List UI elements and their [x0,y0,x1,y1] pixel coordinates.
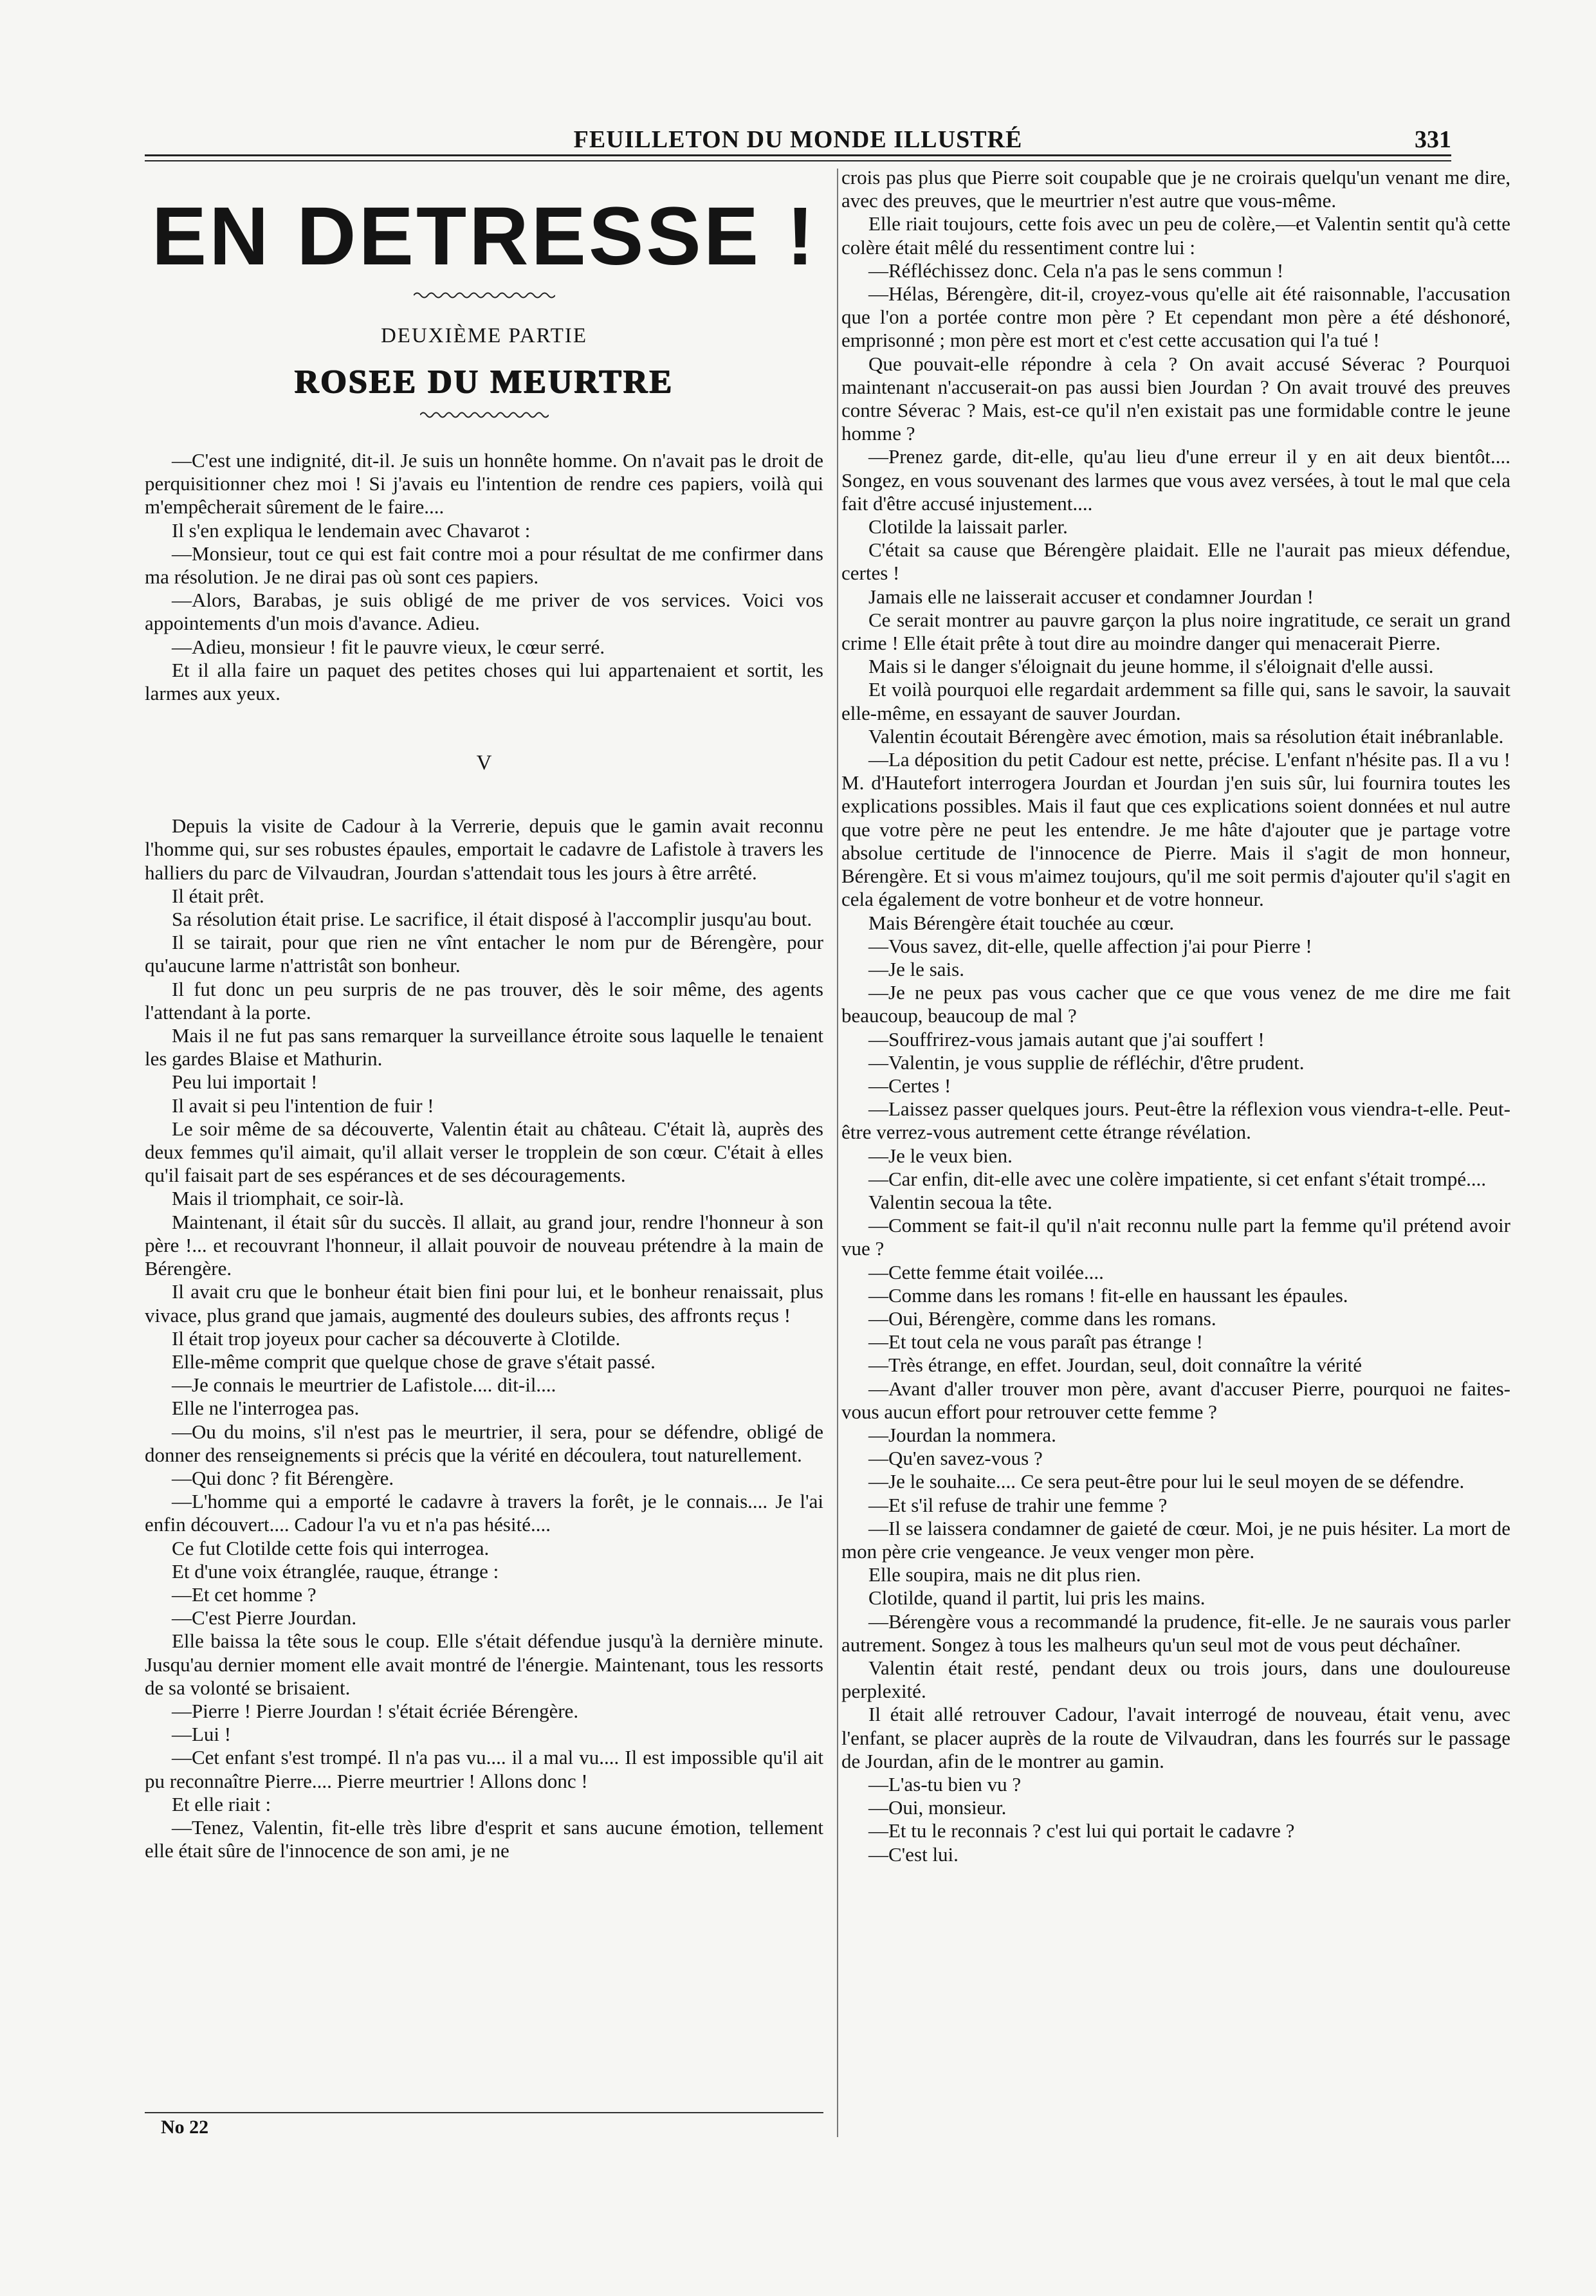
paragraph: —Hélas, Bérengère, dit-il, croyez-vous qu'elle ait été raisonnable, l'accusation que l'on a portée contre mon père ? Et cependant mon père a été déshonoré, emprisonné ; mon père est mort et c'est cette accusation qui l'a tué ! [841,282,1510,352]
paragraph: Valentin était resté, pendant deux ou trois jours, dans une douloureuse perplexité. [841,1657,1510,1703]
paragraph: —Monsieur, tout ce qui est fait contre moi a pour résultat de me confirmer dans ma résolution. Je ne dirai pas où sont ces papiers. [145,542,823,589]
paragraph: —Lui ! [172,1723,232,1746]
paragraph: —Souffrirez-vous jamais autant que j'ai souffert ! [868,1027,1265,1051]
header-title: FEUILLETON DU MONDE ILLUSTRÉ [573,126,1023,153]
article-title: EN DETRESSE ! [151,190,817,282]
paragraph: —C'est Pierre Jourdan. [172,1606,357,1630]
part-title: ROSEE DU MEURTRE [294,363,674,400]
paragraph: Maintenant, il était sûr du succès. Il allait, au grand jour, rendre l'honneur à son père !... et recouvrant l'honneur, il allait pouvoir de nouveau prétendre à la main de Bérengère. [145,1210,823,1280]
paragraph: Et d'une voix étranglée, rauque, étrange : [172,1559,499,1583]
paragraph: Elle soupira, mais ne dit plus rien. [868,1563,1141,1586]
paragraph: —Je le veux bien. [868,1144,1013,1167]
paragraph: Et elle riait : [172,1792,271,1815]
wavy-ornament-2 [420,410,549,419]
page-number: 331 [1415,126,1451,153]
paragraph: —Laissez passer quelques jours. Peut-être la réflexion vous viendra-t-elle. Peut-être verrez-vous autrement cette étrange révélation. [841,1097,1510,1144]
part-heading: DEUXIÈME PARTIE [380,324,588,347]
paragraph: —C'est lui. [868,1842,959,1866]
paragraph: —Jourdan la nommera. [868,1423,1056,1446]
paragraph: —Valentin, je vous supplie de réfléchir, d'être prudent. [868,1051,1305,1074]
paragraph: —Je le sais. [868,957,964,980]
paragraph: Elle riait toujours, cette fois avec un peu de colère,—et Valentin sentit qu'à cette colère était mêlé du ressentiment contre lui : [841,212,1510,259]
paragraph: —La déposition du petit Cadour est nette, précise. L'enfant n'hésite pas. Il a vu ! M. d'Hautefort interrogera Jourdan et Jourdan j'en suis sûr, lui fournira toutes les explications possibles. Mais il faut que ces explications soient données et nul autre que votre père ne peut les entendre. Je me hâte d'ajouter que je partage votre absolue certitude de l'innocence de Pierre. Mais il s'agit de mon honneur, Bérengère. Et si vous m'aimez toujours, qu'il me soit permis d'ajouter qu'il s'agit en cela également de votre bonheur et de votre honneur. [841,748,1510,911]
paragraph: Elle-même comprit que quelque chose de grave s'était passé. [172,1350,656,1373]
paragraph: Il s'en expliqua le lendemain avec Chavarot : [172,519,531,542]
paragraph: —Prenez garde, dit-elle, qu'au lieu d'une erreur il y en ait deux bientôt.... Songez, en vous souvenant des larmes que vous avez versées, à tout le mal que cela fait d'être accusé injustement.... [841,445,1510,515]
paragraph: —Qui donc ? fit Bérengère. [172,1466,394,1489]
paragraph: Jamais elle ne laisserait accuser et condamner Jourdan ! [868,585,1314,608]
paragraph: —Et s'il refuse de trahir une femme ? [868,1493,1168,1516]
paragraph: Elle ne l'interrogea pas. [172,1397,360,1420]
right-body-text [841,166,1510,1866]
header-rule-top [145,154,1451,156]
paragraph: —Et tu le reconnais ? c'est lui qui portait le cadavre ? [868,1819,1295,1842]
paragraph: Le soir même de sa découverte, Valentin était au château. C'était là, auprès des deux femmes qu'il aimait, qu'il allait verser le tropplein de son cœur. C'était à elles qu'il faisait part de ses espérances et de ses découragements. [145,1117,823,1187]
paragraph: —Bérengère vous a recommandé la prudence, fit-elle. Je ne saurais vous parler autrement. Songez à tous les malheurs qu'un seul mot de vous peut déchaîner. [841,1610,1510,1656]
paragraph: Mais si le danger s'éloignait du jeune homme, il s'éloignait d'elle aussi. [868,655,1434,678]
paragraph: Il était trop joyeux pour cacher sa découverte à Clotilde. [172,1327,621,1350]
paragraph: —Et cet homme ? [172,1583,316,1606]
paragraph: Elle baissa la tête sous le coup. Elle s'était défendue jusqu'à la dernière minute. Jusqu'au dernier moment elle avait montré de l'énergie. Maintenant, tous les ressorts de sa volonté se brisaient. [145,1630,823,1699]
paragraph: —Je connais le meurtrier de Lafistole.... dit-il.... [172,1373,556,1397]
right-column [841,166,1510,1866]
left-column [145,166,823,1862]
paragraph: —L'as-tu bien vu ? [868,1773,1022,1796]
paragraph: Clotilde la laissait parler. [868,515,1068,538]
paragraph: Depuis la visite de Cadour à la Verrerie, depuis que le gamin avait reconnu l'homme qui, sur ses robustes épaules, emportait le cadavre de Lafistole à travers les halliers du parc de Vilvaudran, Jourdan s'attendait tous les jours à être arrêté. [145,814,823,884]
paragraph: Il se tairait, pour que rien ne vînt entacher le nom pur de Bérengère, pour qu'aucune larme n'attristât son bonheur. [145,931,823,977]
paragraph: —Car enfin, dit-elle avec une colère impatiente, si cet enfant s'était trompé.... [868,1167,1487,1190]
paragraph: —Comme dans les romans ! fit-elle en haussant les épaules. [868,1283,1348,1307]
left-intro-text [145,449,823,705]
paragraph: —Comment se fait-il qu'il n'ait reconnu nulle part la femme qu'il prétend avoir vue ? [841,1214,1510,1260]
paragraph: Valentin secoua la tête. [868,1190,1052,1213]
left-body-text [145,814,823,1862]
paragraph: Ce serait montrer au pauvre garçon la plus noire ingratitude, ce serait un grand crime ! Elle était prête à tout dire au moindre danger qui menacerait Pierre. [841,608,1510,655]
paragraph: —Ou du moins, s'il n'est pas le meurtrier, il sera, pour se défendre, obligé de donner des renseignements si précis que la vérité en découlera, tout naturellement. [145,1420,823,1466]
paragraph: Il fut donc un peu surpris de ne pas trouver, dès le soir même, des agents l'attendant à la porte. [145,977,823,1024]
paragraph: —Oui, Bérengère, comme dans les romans. [868,1307,1216,1330]
header-rule-bottom [145,160,1451,161]
paragraph: —Alors, Barabas, je suis obligé de me priver de vos services. Voici vos appointements d'un mois d'avance. Adieu. [145,589,823,635]
paragraph: —L'homme qui a emporté le cadavre à travers la forêt, je le connais.... Je l'ai enfin découvert.... Cadour l'a vu et n'a pas hésité.... [145,1490,823,1536]
paragraph: C'était sa cause que Bérengère plaidait. Elle ne l'aurait pas mieux défendue, certes ! [841,538,1510,585]
chapter-number: V [476,751,492,775]
paragraph: Il avait cru que le bonheur était bien fini pour lui, et le bonheur renaissait, plus vivace, plus grand que jamais, augmenté des douleurs subies, des affronts reçus ! [145,1280,823,1327]
paragraph: Mais il ne fut pas sans remarquer la surveillance étroite sous laquelle le tenaient les gardes Blaise et Mathurin. [145,1024,823,1070]
paragraph: Que pouvait-elle répondre à cela ? On avait accusé Séverac ? Pourquoi maintenant n'accuserait-on pas aussi bien Jourdan ? On avait trouvé des preuves contre Séverac ? Mais, est-ce qu'il n'en existait pas une formidable contre le jeune homme ? [841,352,1510,445]
paragraph: —Je le souhaite.... Ce sera peut-être pour lui le seul moyen de se défendre. [868,1470,1465,1493]
wavy-ornament [414,291,555,300]
paragraph: —Pierre ! Pierre Jourdan ! s'était écriée Bérengère. [172,1699,579,1722]
paragraph: Clotilde, quand il partit, lui pris les mains. [868,1586,1206,1610]
paragraph: Et voilà pourquoi elle regardait ardemment sa fille qui, sans le savoir, la sauvait elle-même, en essayant de sauver Jourdan. [841,678,1510,724]
paragraph: —Cette femme était voilée.... [868,1260,1104,1283]
paragraph: —Vous savez, dit-elle, quelle affection j'ai pour Pierre ! [868,934,1312,957]
paragraph: Il avait si peu l'intention de fuir ! [172,1094,434,1117]
paragraph: Peu lui importait ! [172,1070,318,1094]
issue-number: No 22 [161,2117,209,2138]
paragraph: Mais il triomphait, ce soir-là. [172,1187,404,1210]
paragraph: Il était allé retrouver Cadour, l'avait interrogé de nouveau, était venu, avec l'enfant, se placer auprès de la route de Vilvaudran, dans les fourrés sur le passage de Jourdan, afin de le montrer au gamin. [841,1703,1510,1772]
paragraph: —Il se laissera condamner de gaieté de cœur. Moi, je ne puis hésiter. La mort de mon père crie vengeance. Je veux venger mon père. [841,1516,1510,1563]
paragraph: —Cet enfant s'est trompé. Il n'a pas vu.... il a mal vu.... Il est impossible qu'il ait pu reconnaître Pierre.... Pierre meurtrier ! Allons donc ! [145,1746,823,1792]
paragraph: Et il alla faire un paquet des petites choses qui lui appartenaient et sortit, les larmes aux yeux. [145,658,823,705]
paragraph: —C'est une indignité, dit-il. Je suis un honnête homme. On n'avait pas le droit de perquisitionner chez moi ! Si j'avais eu l'intention de rendre ces papiers, voilà qui m'empêcherait sûrement de le faire.... [145,449,823,519]
paragraph: —Et tout cela ne vous paraît pas étrange ! [868,1330,1203,1354]
paragraph: Il était prêt. [172,884,264,907]
paragraph: Mais Bérengère était touchée au cœur. [868,911,1175,934]
paragraph: —Adieu, monsieur ! fit le pauvre vieux, le cœur serré. [172,635,605,658]
paragraph: —Tenez, Valentin, fit-elle très libre d'esprit et sans aucune émotion, tellement elle était sûre de l'innocence de son ami, je ne [145,1815,823,1862]
paragraph: —Oui, monsieur. [868,1796,1007,1819]
column-separator [837,169,838,2137]
paragraph: Sa résolution était prise. Le sacrifice, il était disposé à l'accomplir jusqu'au bout. [172,908,812,931]
paragraph: —Certes ! [868,1074,951,1097]
paragraph: —Réfléchissez donc. Cela n'a pas le sens commun ! [868,259,1284,282]
paragraph: —Je ne peux pas vous cacher que ce que vous venez de me dire me fait beaucoup, beaucoup de mal ? [841,981,1510,1027]
running-header [145,124,1451,156]
paragraph: Ce fut Clotilde cette fois qui interrogea. [172,1536,490,1559]
paragraph: —Qu'en savez-vous ? [868,1447,1043,1470]
paragraph: —Très étrange, en effet. Jourdan, seul, doit connaître la vérité [868,1354,1362,1377]
paragraph: —Avant d'aller trouver mon père, avant d'accuser Pierre, pourquoi ne faites-vous aucun effort pour retrouver cette femme ? [841,1377,1510,1423]
paragraph: Valentin écoutait Bérengère avec émotion, mais sa résolution était inébranlable. [868,724,1504,748]
paragraph: crois pas plus que Pierre soit coupable que je ne croirais quelqu'un venant me dire, avec des preuves, que le meurtrier n'est autre que vous-même. [841,166,1510,212]
footer-rule [145,2112,823,2113]
